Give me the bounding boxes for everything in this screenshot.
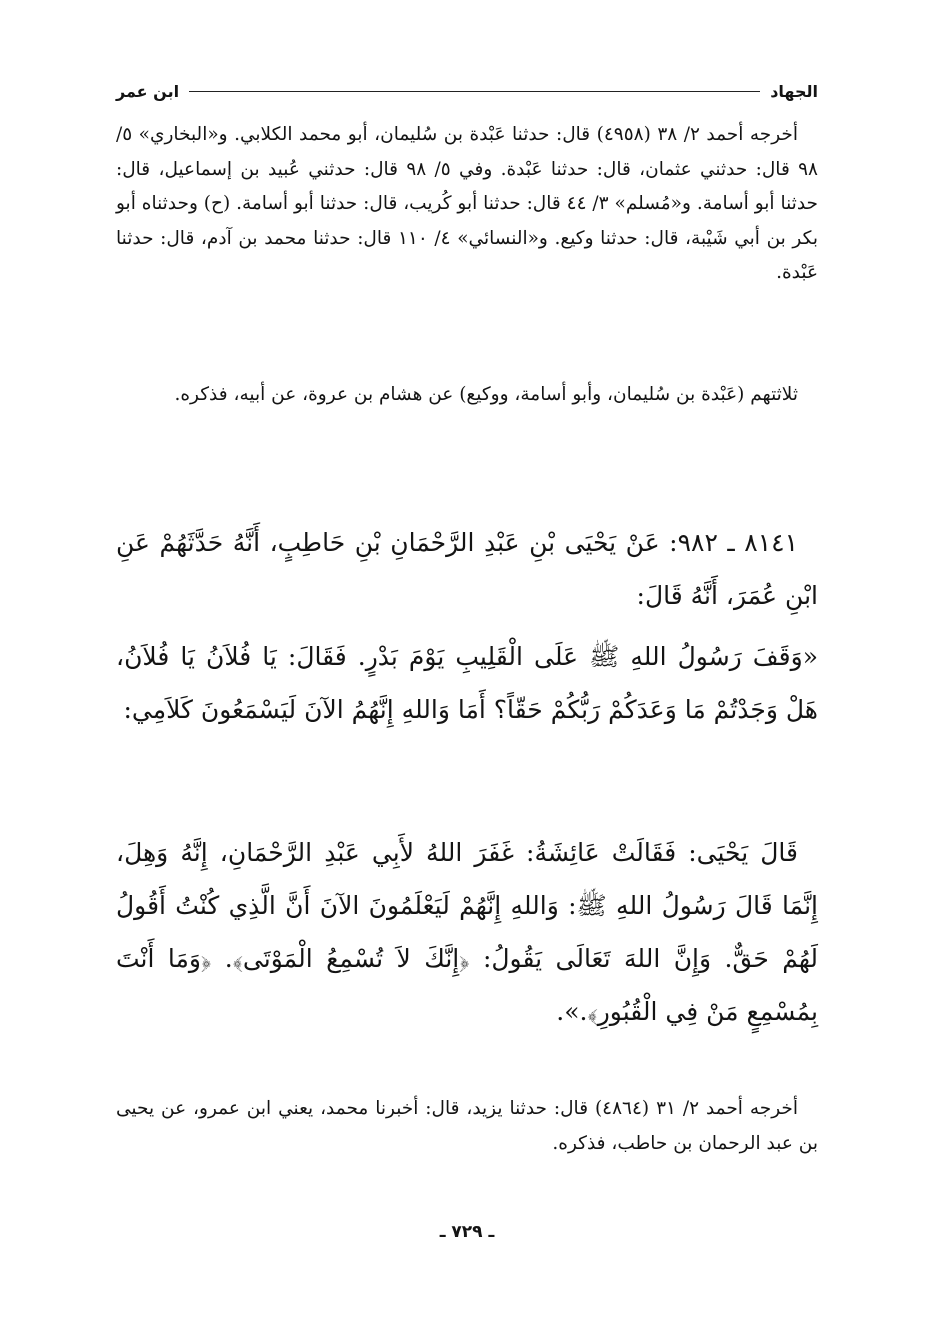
chapter-title: الجهاد	[770, 81, 818, 101]
takhrij-note-2-text: أخرجه أحمد ٢/ ٣١ (٤٨٦٤) قال: حدثنا يزيد، قال: أخبرنا محمد، يعني ابن عمرو، عن يحيى بن عبد الرحمان بن حاطب، فذكره.	[116, 1098, 818, 1154]
hadith-quote-text: «وَقَفَ رَسُولُ اللهِ ﷺ عَلَى الْقَلِيبِ يَوْمَ بَدْرٍ. فَقَالَ: يَا فُلاَنُ يَا فُلاَنُ، هَلْ وَجَدْتُمْ مَا وَعَدَكُمْ رَبُّكُمْ حَقّاً؟ أَمَا وَاللهِ إِنَّهُمُ الآنَ لَيَسْمَعُونَ كَلاَمِي:	[116, 642, 818, 724]
aisha-response	[116, 826, 818, 1038]
aisha-response-text: قَالَ يَحْيَى: فَقَالَتْ عَائِشَةُ: غَفَرَ اللهُ لأَبِي عَبْدِ الرَّحْمَانِ، إِنَّهُ وَهِلَ، إِنَّمَا قَالَ رَسُولُ اللهِ ﷺ: وَاللهِ إِنَّهُمْ لَيَعْلَمُونَ الآنَ أَنَّ الَّذِي كُنْتُ أَقُولُ لَهُمْ حَقٌّ. وَإِنَّ اللهَ تَعَالَى يَقُولُ: ﴿إِنَّكَ لاَ تُسْمِعُ الْمَوْتَى﴾. ﴿وَمَا أَنْتَ بِمُسْمِعٍ مَنْ فِي الْقُبُورِ﴾.».	[116, 838, 818, 1026]
book-title: ابن عمر	[116, 81, 180, 101]
hadith-intro	[116, 516, 818, 622]
hadith-intro-text: ٨١٤١ ـ ٩٨٢: عَنْ يَحْيَى بْنِ عَبْدِ الرَّحْمَانِ بْنِ حَاطِبٍ، أَنَّهُ حَدَّثَهُمْ عَنِ ابْنِ عُمَرَ، أَنَّهُ قَالَ:	[116, 528, 818, 610]
page	[116, 74, 818, 1274]
takhrij-note-1	[116, 118, 818, 291]
isnad-summary-text: ثلاثتهم (عَبْدة بن سُليمان، وأبو أسامة، ووكيع) عن هشام بن عروة، عن أبيه، فذكره.	[174, 384, 798, 405]
hadith-quote	[116, 630, 818, 736]
isnad-summary	[116, 378, 818, 413]
takhrij-note-1-text: أخرجه أحمد ٢/ ٣٨ (٤٩٥٨) قال: حدثنا عَبْدة بن سُليمان، أبو محمد الكلابي. و«البخاري» ٥/ ٩٨ قال: حدثني عثمان، قال: حدثنا عَبْدة. وفي ٥/ ٩٨ قال: حدثني عُبيد بن إسماعيل، قال: حدثنا أبو أسامة. و«مُسلم» ٣/ ٤٤ قال: حدثنا أبو كُريب، قال: حدثنا أبو أسامة. (ح) وحدثناه أبو بكر بن أبي شَيْبة، قال: حدثنا وكيع. و«النسائي» ٤/ ١١٠ قال: حدثنا محمد بن آدم، قال: حدثنا عَبْدة.	[116, 124, 818, 283]
running-head	[116, 78, 818, 104]
takhrij-note-2	[116, 1092, 818, 1161]
page-number: ـ ٧٢٩ ـ	[439, 1222, 495, 1242]
header-rule	[189, 91, 760, 92]
